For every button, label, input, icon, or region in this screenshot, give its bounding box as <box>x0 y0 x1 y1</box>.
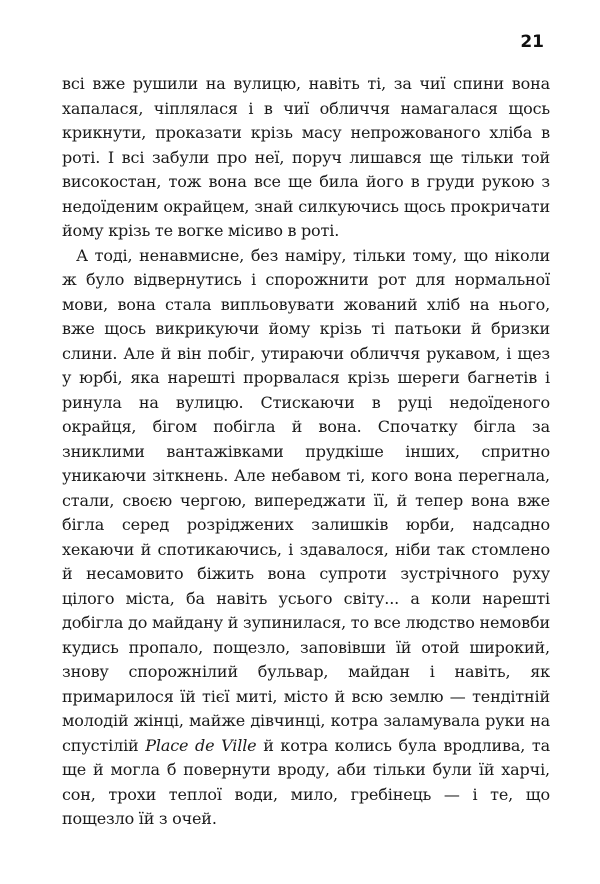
page-number: 21 <box>520 32 544 52</box>
paragraph-2 <box>62 244 550 832</box>
paragraph-2-text-after: й котра колись була вродлива, та ще й могла б повернути вроду, аби тільки були їй харчі, сон, трохи теплої води, мило, гребінець — і те, що пощезло їй з очей. <box>62 735 551 828</box>
body-text <box>62 72 550 832</box>
paragraph-2-text-before: А тоді, ненавмисне, без наміру, тільки тому, що ніколи ж було відвернутись і спорожнити рот для нормальної мови, вона стала випльовувати жований хліб на нього, вже щось викрикуючи йому крізь ті патьоки й бризки слини. Але й він побіг, утираючи обличчя рукавом, і щез у юрбі, яка нарешті прорвалася крізь шереги багнетів і ринула на вулицю. Стискаючи в руці недоїденого окрайця, бігом побігла й вона. Спочатку бігла за зниклими вантажівками прудкіше інших, спритно уникаючи зіткнень. Але небавом ті, кого вона перегнала, стали, своєю чергою, випереджати її, й тепер вона вже бігла серед розріджених залишків юрби, надсадно хекаючи й спотикаючись, і здавалося, ніби так стомлено й несамовито біжить вона супроти зустрічного руху цілого міста, ба навіть усього світу... а коли нарешті добігла до майдану й зупинилася, то все людство немовби кудись пропало, пощезло, заповівши їй отой широкий, знову спорожнілий бульвар, майдан і навіть, як примарилося їй тієї миті, місто й всю землю — тендітній молодій жінці, майже дівчинці, котра заламувала руки на спустілій <box>62 245 550 755</box>
paragraph-1: всі вже рушили на вулицю, навіть ті, за чиї спини вона хапалася, чіплялася і в чиї обличчя намагалася щось крикнути, проказати крізь масу непрожованого хліба в роті. І всі забули про неї, поруч лишався ще тільки той високостан, тож вона все ще била його в груди рукою з недоїденим окрайцем, знай силкуючись щось прокричати йому крізь те вогке місиво в роті. <box>62 74 550 240</box>
place-de-ville-italic: Place de Ville <box>145 735 257 755</box>
